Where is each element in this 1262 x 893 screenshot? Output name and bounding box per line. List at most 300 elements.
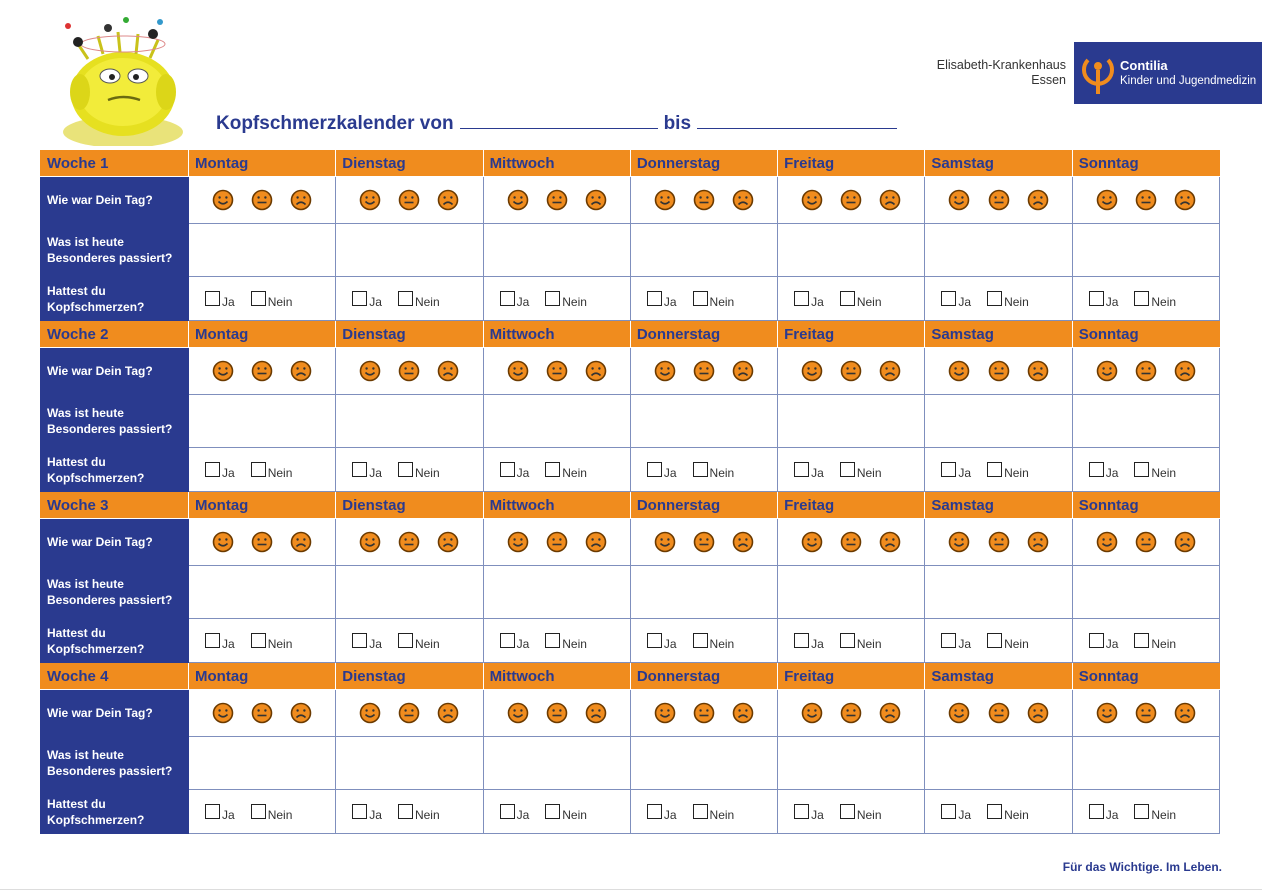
no-checkbox[interactable] (251, 291, 293, 309)
neutral-face-icon[interactable] (1135, 189, 1157, 211)
checkbox-box[interactable] (251, 291, 266, 306)
special-text-cell[interactable] (483, 737, 630, 790)
yes-checkbox[interactable] (1089, 291, 1119, 309)
happy-face-icon[interactable] (1096, 360, 1118, 382)
yes-checkbox[interactable] (205, 462, 235, 480)
no-checkbox[interactable] (398, 804, 440, 822)
yes-label: Ja (369, 637, 382, 651)
checkbox-box[interactable] (693, 633, 708, 648)
no-checkbox[interactable] (693, 462, 735, 480)
sad-face-icon[interactable] (585, 189, 607, 211)
special-label-line-2: Besonderes passiert? (47, 251, 173, 265)
week-label: Woche 3 (41, 492, 189, 519)
day-header: Donnerstag (630, 150, 777, 177)
neutral-face-icon[interactable] (840, 189, 862, 211)
checkbox-box[interactable] (398, 462, 413, 477)
checkbox-box[interactable] (352, 633, 367, 648)
no-checkbox[interactable] (693, 633, 735, 651)
checkbox-box[interactable] (398, 291, 413, 306)
yes-checkbox[interactable] (794, 291, 824, 309)
day-header: Donnerstag (630, 321, 777, 348)
special-row-label (41, 395, 189, 448)
special-text-cell[interactable] (189, 224, 336, 277)
special-text-cell[interactable] (336, 395, 483, 448)
checkbox-box[interactable] (500, 633, 515, 648)
no-checkbox[interactable] (1134, 291, 1177, 309)
checkbox-box[interactable] (251, 804, 266, 819)
checkbox-box[interactable] (545, 462, 560, 477)
checkbox-box[interactable] (693, 804, 708, 819)
no-checkbox[interactable] (840, 291, 882, 309)
sad-face-icon[interactable] (290, 189, 312, 211)
neutral-face-icon[interactable] (1135, 702, 1157, 724)
no-checkbox[interactable] (987, 462, 1029, 480)
no-checkbox[interactable] (1134, 804, 1177, 822)
special-text-cell[interactable] (778, 224, 925, 277)
day-header: Freitag (778, 150, 925, 177)
headache-label-line-1: Hattest du (47, 796, 106, 811)
special-text-cell[interactable] (189, 737, 336, 790)
happy-face-icon[interactable] (801, 360, 823, 382)
yes-checkbox[interactable] (941, 291, 972, 309)
neutral-face-icon[interactable] (546, 702, 568, 724)
neutral-face-icon[interactable] (840, 702, 862, 724)
special-text-cell[interactable] (483, 224, 630, 277)
yes-label: Ja (811, 637, 824, 651)
yes-label: Ja (516, 808, 530, 822)
neutral-face-icon[interactable] (398, 702, 420, 724)
headache-cell (336, 790, 483, 834)
checkbox-box[interactable] (352, 291, 367, 306)
neutral-face-icon[interactable] (1135, 531, 1157, 553)
checkbox-box[interactable] (794, 804, 809, 819)
yes-checkbox[interactable] (1089, 804, 1119, 822)
no-checkbox[interactable] (1134, 633, 1177, 651)
checkbox-box[interactable] (205, 633, 220, 648)
yes-checkbox[interactable] (205, 633, 235, 651)
checkbox-box[interactable] (352, 462, 367, 477)
special-text-cell[interactable] (1072, 224, 1219, 277)
headache-row (41, 277, 1220, 321)
yes-label: Ja (958, 466, 972, 480)
sad-face-icon[interactable] (437, 702, 459, 724)
from-date-blank[interactable] (460, 112, 658, 129)
neutral-face-icon[interactable] (988, 360, 1010, 382)
contilia-logo-icon (1080, 50, 1116, 98)
checkbox-box[interactable] (647, 633, 662, 648)
neutral-face-icon[interactable] (251, 702, 273, 724)
checkbox-box[interactable] (941, 804, 956, 819)
mood-row-label: Wie war Dein Tag? (41, 519, 189, 566)
neutral-face-icon[interactable] (988, 189, 1010, 211)
day-header: Sonntag (1072, 492, 1219, 519)
sad-face-icon[interactable] (1027, 702, 1049, 724)
no-checkbox[interactable] (840, 462, 882, 480)
special-text-cell[interactable] (483, 566, 630, 619)
checkbox-box[interactable] (251, 633, 266, 648)
mood-row-label: Wie war Dein Tag? (41, 690, 189, 737)
day-header: Samstag (925, 663, 1072, 690)
checkbox-box[interactable] (941, 462, 956, 477)
sad-face-icon[interactable] (732, 360, 754, 382)
neutral-face-icon[interactable] (546, 189, 568, 211)
yes-checkbox[interactable] (647, 804, 677, 822)
no-checkbox[interactable] (840, 804, 882, 822)
checkbox-box[interactable] (545, 804, 560, 819)
headache-cell (925, 790, 1072, 834)
happy-face-icon[interactable] (948, 189, 970, 211)
checkbox-box[interactable] (987, 804, 1002, 819)
day-header: Dienstag (336, 663, 483, 690)
happy-face-icon[interactable] (801, 189, 823, 211)
special-text-cell[interactable] (1072, 395, 1219, 448)
neutral-face-icon[interactable] (251, 360, 273, 382)
checkbox-box[interactable] (840, 804, 855, 819)
happy-face-icon[interactable] (1096, 702, 1118, 724)
no-checkbox[interactable] (987, 291, 1029, 309)
checkbox-box[interactable] (647, 804, 662, 819)
sad-face-icon[interactable] (585, 360, 607, 382)
checkbox-box[interactable] (840, 633, 855, 648)
sad-face-icon[interactable] (1027, 189, 1049, 211)
special-text-cell[interactable] (925, 395, 1072, 448)
checkbox-box[interactable] (545, 633, 560, 648)
happy-face-icon[interactable] (212, 531, 234, 553)
no-checkbox[interactable] (1134, 462, 1177, 480)
special-text-cell[interactable] (778, 566, 925, 619)
day-header: Samstag (925, 321, 1072, 348)
special-row-label (41, 566, 189, 619)
happy-face-icon[interactable] (654, 360, 676, 382)
checkbox-box[interactable] (794, 633, 809, 648)
checkbox-box[interactable] (545, 291, 560, 306)
special-text-cell[interactable] (1072, 737, 1219, 790)
no-checkbox[interactable] (398, 462, 440, 480)
yes-checkbox[interactable] (500, 291, 530, 309)
checkbox-box[interactable] (205, 291, 220, 306)
yes-label: Ja (516, 637, 530, 651)
no-label: Nein (267, 808, 293, 822)
neutral-face-icon[interactable] (988, 702, 1010, 724)
yes-checkbox[interactable] (352, 462, 382, 480)
day-header: Montag (189, 150, 336, 177)
happy-face-icon[interactable] (1096, 531, 1118, 553)
sad-face-icon[interactable] (585, 702, 607, 724)
yes-label: Ja (663, 637, 677, 651)
no-label: Nein (1151, 808, 1177, 822)
mood-cell (778, 690, 925, 737)
no-label: Nein (562, 466, 587, 480)
yes-checkbox[interactable] (500, 804, 530, 822)
mood-cell (336, 348, 483, 395)
no-label: Nein (709, 466, 735, 480)
special-row-label (41, 224, 189, 277)
headache-label-line-1: Hattest du (47, 283, 106, 298)
no-checkbox[interactable] (987, 633, 1029, 651)
yes-label: Ja (222, 637, 235, 651)
headache-label-line-2: Kopfschmerzen? (47, 299, 145, 314)
special-text-cell[interactable] (925, 224, 1072, 277)
sad-face-icon[interactable] (732, 189, 754, 211)
happy-face-icon[interactable] (359, 189, 381, 211)
happy-face-icon[interactable] (1096, 189, 1118, 211)
special-text-cell[interactable] (336, 737, 483, 790)
checkbox-box[interactable] (794, 291, 809, 306)
special-text-cell[interactable] (630, 224, 777, 277)
happy-face-icon[interactable] (654, 189, 676, 211)
yes-label: Ja (369, 808, 382, 822)
special-text-cell[interactable] (336, 566, 483, 619)
yes-checkbox[interactable] (794, 633, 824, 651)
sad-face-icon[interactable] (732, 531, 754, 553)
sad-face-icon[interactable] (585, 531, 607, 553)
checkbox-box[interactable] (794, 462, 809, 477)
week-label: Woche 1 (41, 150, 189, 177)
mood-cell (925, 348, 1072, 395)
happy-face-icon[interactable] (654, 531, 676, 553)
checkbox-box[interactable] (987, 462, 1002, 477)
happy-face-icon[interactable] (359, 360, 381, 382)
happy-face-icon[interactable] (801, 531, 823, 553)
headache-cell (336, 448, 483, 492)
no-label: Nein (267, 637, 293, 651)
sad-face-icon[interactable] (290, 702, 312, 724)
no-checkbox[interactable] (251, 804, 293, 822)
day-header: Dienstag (336, 150, 483, 177)
happy-face-icon[interactable] (507, 702, 529, 724)
neutral-face-icon[interactable] (693, 360, 715, 382)
special-text-cell[interactable] (189, 395, 336, 448)
checkbox-box[interactable] (352, 804, 367, 819)
to-date-blank[interactable] (697, 112, 897, 129)
sad-face-icon[interactable] (1174, 702, 1196, 724)
special-text-cell[interactable] (778, 395, 925, 448)
special-text-cell[interactable] (483, 395, 630, 448)
checkbox-box[interactable] (647, 462, 662, 477)
special-text-cell[interactable] (778, 737, 925, 790)
special-label-line-1: Was ist heute (47, 235, 124, 249)
no-label: Nein (1004, 808, 1029, 822)
sad-face-icon[interactable] (1027, 360, 1049, 382)
happy-face-icon[interactable] (948, 531, 970, 553)
happy-face-icon[interactable] (948, 360, 970, 382)
headache-cell (925, 619, 1072, 663)
no-checkbox[interactable] (545, 804, 587, 822)
yes-checkbox[interactable] (647, 462, 677, 480)
no-label: Nein (267, 466, 293, 480)
sad-face-icon[interactable] (879, 531, 901, 553)
happy-face-icon[interactable] (212, 189, 234, 211)
checkbox-box[interactable] (398, 804, 413, 819)
special-text-cell[interactable] (630, 566, 777, 619)
checkbox-box[interactable] (251, 462, 266, 477)
mood-cell (925, 519, 1072, 566)
yes-checkbox[interactable] (941, 804, 972, 822)
neutral-face-icon[interactable] (840, 360, 862, 382)
no-checkbox[interactable] (398, 633, 440, 651)
checkbox-box[interactable] (840, 462, 855, 477)
special-text-cell[interactable] (189, 566, 336, 619)
sad-face-icon[interactable] (879, 189, 901, 211)
no-label: Nein (1004, 637, 1029, 651)
neutral-face-icon[interactable] (398, 531, 420, 553)
mood-cell (630, 519, 777, 566)
neutral-face-icon[interactable] (988, 531, 1010, 553)
no-checkbox[interactable] (545, 462, 587, 480)
sad-face-icon[interactable] (732, 702, 754, 724)
checkbox-box[interactable] (840, 291, 855, 306)
neutral-face-icon[interactable] (546, 531, 568, 553)
headache-cell (778, 619, 925, 663)
yes-checkbox[interactable] (352, 291, 382, 309)
yes-checkbox[interactable] (647, 291, 677, 309)
checkbox-box[interactable] (1134, 804, 1149, 819)
yes-checkbox[interactable] (794, 462, 824, 480)
happy-face-icon[interactable] (212, 360, 234, 382)
happy-face-icon[interactable] (212, 702, 234, 724)
checkbox-box[interactable] (500, 462, 515, 477)
no-label: Nein (856, 466, 882, 480)
no-label: Nein (1151, 466, 1177, 480)
happy-face-icon[interactable] (654, 702, 676, 724)
sad-face-icon[interactable] (1174, 531, 1196, 553)
yes-checkbox[interactable] (794, 804, 824, 822)
happy-face-icon[interactable] (507, 360, 529, 382)
sad-face-icon[interactable] (1027, 531, 1049, 553)
checkbox-box[interactable] (987, 291, 1002, 306)
yes-checkbox[interactable] (941, 462, 972, 480)
sad-face-icon[interactable] (437, 531, 459, 553)
special-text-cell[interactable] (336, 224, 483, 277)
day-header: Freitag (778, 321, 925, 348)
yes-checkbox[interactable] (205, 804, 235, 822)
happy-face-icon[interactable] (507, 189, 529, 211)
checkbox-box[interactable] (1134, 462, 1149, 477)
yes-checkbox[interactable] (352, 633, 382, 651)
mood-cell (336, 690, 483, 737)
sad-face-icon[interactable] (1174, 189, 1196, 211)
checkbox-box[interactable] (1089, 291, 1104, 306)
day-header: Dienstag (336, 492, 483, 519)
sad-face-icon[interactable] (437, 189, 459, 211)
no-checkbox[interactable] (840, 633, 882, 651)
hospital-line-1: Elisabeth-Krankenhaus (936, 58, 1066, 72)
yes-checkbox[interactable] (500, 633, 530, 651)
checkbox-box[interactable] (693, 462, 708, 477)
no-checkbox[interactable] (693, 804, 735, 822)
yes-checkbox[interactable] (1089, 462, 1119, 480)
neutral-face-icon[interactable] (398, 360, 420, 382)
neutral-face-icon[interactable] (398, 189, 420, 211)
sad-face-icon[interactable] (1174, 360, 1196, 382)
neutral-face-icon[interactable] (251, 189, 273, 211)
yes-label: Ja (516, 466, 530, 480)
checkbox-box[interactable] (205, 804, 220, 819)
checkbox-box[interactable] (941, 633, 956, 648)
no-checkbox[interactable] (398, 291, 440, 309)
sad-face-icon[interactable] (879, 360, 901, 382)
no-label: Nein (562, 808, 587, 822)
checkbox-box[interactable] (1089, 804, 1104, 819)
yes-label: Ja (663, 295, 677, 309)
headache-cell (1072, 277, 1219, 321)
happy-face-icon[interactable] (507, 531, 529, 553)
no-checkbox[interactable] (693, 291, 735, 309)
no-checkbox[interactable] (545, 291, 587, 309)
special-text-cell[interactable] (925, 737, 1072, 790)
yes-checkbox[interactable] (1089, 633, 1119, 651)
yes-checkbox[interactable] (647, 633, 677, 651)
checkbox-box[interactable] (987, 633, 1002, 648)
sad-face-icon[interactable] (290, 531, 312, 553)
checkbox-box[interactable] (1089, 462, 1104, 477)
happy-face-icon[interactable] (948, 702, 970, 724)
no-label: Nein (267, 295, 293, 309)
no-checkbox[interactable] (251, 462, 293, 480)
yes-checkbox[interactable] (205, 291, 235, 309)
checkbox-box[interactable] (500, 291, 515, 306)
special-text-cell[interactable] (630, 737, 777, 790)
happy-face-icon[interactable] (801, 702, 823, 724)
headache-cell (630, 790, 777, 834)
happy-face-icon[interactable] (359, 702, 381, 724)
headache-cell (483, 619, 630, 663)
neutral-face-icon[interactable] (1135, 360, 1157, 382)
checkbox-box[interactable] (205, 462, 220, 477)
neutral-face-icon[interactable] (693, 189, 715, 211)
neutral-face-icon[interactable] (693, 531, 715, 553)
special-text-cell[interactable] (925, 566, 1072, 619)
no-label: Nein (414, 637, 440, 651)
headache-cell (483, 448, 630, 492)
neutral-face-icon[interactable] (546, 360, 568, 382)
headache-label-line-1: Hattest du (47, 625, 106, 640)
checkbox-box[interactable] (647, 291, 662, 306)
checkbox-box[interactable] (941, 291, 956, 306)
happy-face-icon[interactable] (359, 531, 381, 553)
yes-label: Ja (958, 808, 972, 822)
checkbox-box[interactable] (398, 633, 413, 648)
yes-checkbox[interactable] (500, 462, 530, 480)
checkbox-box[interactable] (1134, 633, 1149, 648)
no-checkbox[interactable] (987, 804, 1029, 822)
checkbox-box[interactable] (1089, 633, 1104, 648)
headache-cell (778, 790, 925, 834)
yes-label: Ja (811, 466, 824, 480)
no-label: Nein (1151, 295, 1177, 309)
special-text-cell[interactable] (1072, 566, 1219, 619)
special-text-cell[interactable] (630, 395, 777, 448)
no-checkbox[interactable] (545, 633, 587, 651)
special-row (41, 395, 1220, 448)
headache-row-label (41, 448, 189, 492)
sad-face-icon[interactable] (290, 360, 312, 382)
mood-cell (925, 690, 1072, 737)
checkbox-box[interactable] (500, 804, 515, 819)
neutral-face-icon[interactable] (693, 702, 715, 724)
checkbox-box[interactable] (1134, 291, 1149, 306)
neutral-face-icon[interactable] (840, 531, 862, 553)
sad-face-icon[interactable] (437, 360, 459, 382)
yes-label: Ja (1105, 808, 1119, 822)
yes-checkbox[interactable] (352, 804, 382, 822)
yes-checkbox[interactable] (941, 633, 972, 651)
no-checkbox[interactable] (251, 633, 293, 651)
sad-face-icon[interactable] (879, 702, 901, 724)
week-header-row (41, 663, 1220, 690)
checkbox-box[interactable] (693, 291, 708, 306)
neutral-face-icon[interactable] (251, 531, 273, 553)
